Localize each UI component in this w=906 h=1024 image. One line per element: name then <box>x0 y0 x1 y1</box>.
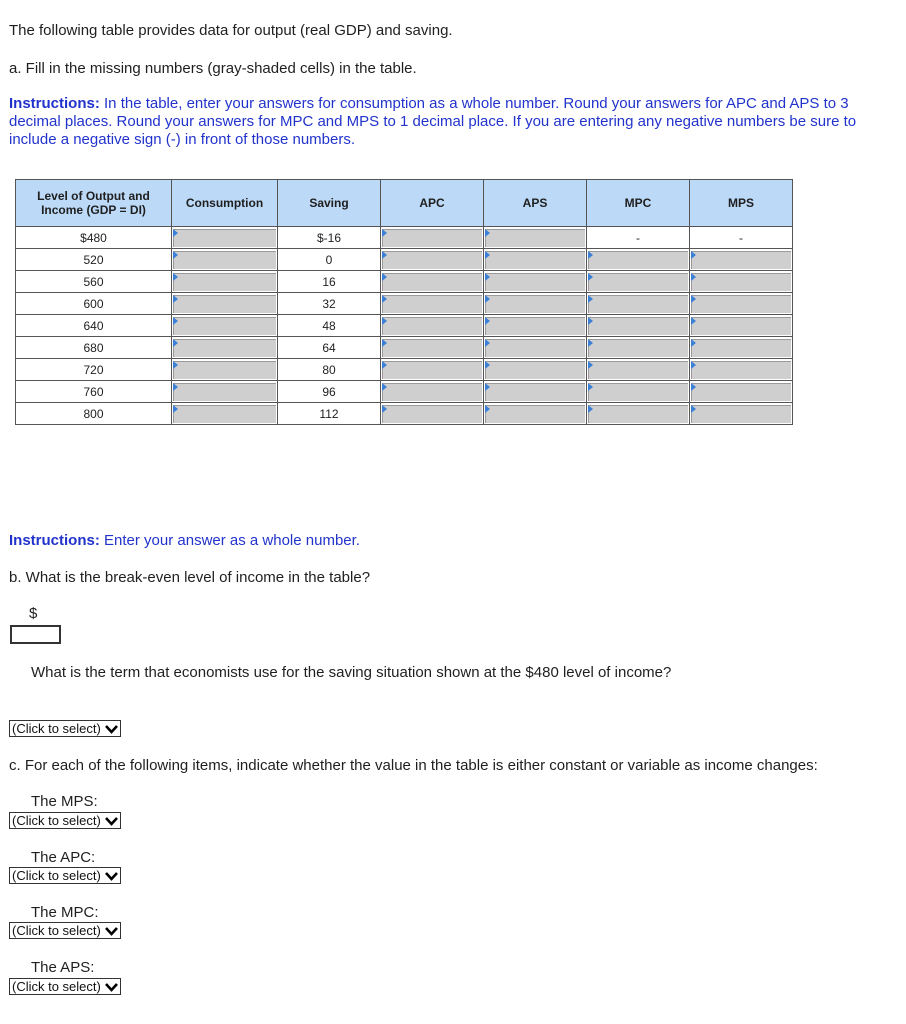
input-marker-icon <box>485 273 490 281</box>
apc-cell[interactable] <box>381 293 484 315</box>
mps-cell-input[interactable] <box>691 383 791 401</box>
saving-cell: 80 <box>278 359 381 381</box>
instructions-label: Instructions: <box>9 95 100 112</box>
input-marker-icon <box>173 229 178 237</box>
instructions-b-body: Enter your answer as a whole number. <box>99 532 360 549</box>
input-marker-icon <box>691 339 696 347</box>
income-cell: 640 <box>16 315 172 337</box>
mpc-cell-input[interactable] <box>588 295 688 313</box>
apc-cell-input[interactable] <box>382 405 482 423</box>
instructions-body: In the table, enter your answers for consumption as a whole number. Round your answers for APC and APS to 3 decimal places. Round your answers for MPC and MPS to 1 decimal place. If you are entering any negative numbers be sure to include a negative sign (-) in front of those numbers. <box>9 95 857 148</box>
input-marker-icon <box>588 295 593 303</box>
income-cell: 520 <box>16 249 172 271</box>
consumption-cell[interactable] <box>172 403 278 425</box>
question-480-text: What is the term that economists use for the saving situation shown at the $480 level of income? <box>31 664 672 681</box>
consumption-cell-input[interactable] <box>173 405 276 423</box>
chevron-down-icon <box>105 981 118 993</box>
mps-cell[interactable] <box>690 381 793 403</box>
input-marker-icon <box>588 251 593 259</box>
apc-cell[interactable] <box>381 249 484 271</box>
aps-cell-input[interactable] <box>485 383 585 401</box>
mpc-cell[interactable] <box>587 359 690 381</box>
saving-cell: 16 <box>278 271 381 293</box>
input-marker-icon <box>382 295 387 303</box>
consumption-cell[interactable] <box>172 227 278 249</box>
consumption-cell-input[interactable] <box>173 361 276 379</box>
consumption-cell[interactable] <box>172 249 278 271</box>
aps-cell[interactable] <box>484 227 587 249</box>
aps-cell[interactable] <box>484 293 587 315</box>
consumption-cell[interactable] <box>172 359 278 381</box>
apc-cell-input[interactable] <box>382 229 482 247</box>
mps-cell-input[interactable] <box>691 317 791 335</box>
mpc-cell-input[interactable] <box>588 273 688 291</box>
header-saving: Saving <box>278 180 381 227</box>
mps-cell-input[interactable] <box>691 295 791 313</box>
input-marker-icon <box>485 251 490 259</box>
consumption-cell-input[interactable] <box>173 251 276 269</box>
mpc-select[interactable] <box>9 922 121 939</box>
aps-cell[interactable] <box>484 403 587 425</box>
mps-cell-input[interactable] <box>691 273 791 291</box>
chevron-down-icon <box>105 870 118 882</box>
consumption-cell[interactable] <box>172 381 278 403</box>
break-even-input[interactable] <box>10 625 61 644</box>
mps-cell: - <box>690 227 793 249</box>
input-marker-icon <box>173 317 178 325</box>
chevron-down-icon <box>105 723 118 735</box>
income-cell: $480 <box>16 227 172 249</box>
mps-select[interactable] <box>9 812 121 829</box>
input-marker-icon <box>382 229 387 237</box>
income-cell: 680 <box>16 337 172 359</box>
consumption-cell-input[interactable] <box>173 229 276 247</box>
input-marker-icon <box>173 273 178 281</box>
consumption-cell-input[interactable] <box>173 295 276 313</box>
gdp-saving-table <box>15 179 793 425</box>
mpc-cell[interactable] <box>587 337 690 359</box>
input-marker-icon <box>485 339 490 347</box>
aps-cell-input[interactable] <box>485 295 585 313</box>
input-marker-icon <box>588 273 593 281</box>
input-marker-icon <box>382 273 387 281</box>
item-mpc-label: The MPC: <box>31 904 99 921</box>
input-marker-icon <box>173 383 178 391</box>
header-apc: APC <box>381 180 484 227</box>
consumption-cell-input[interactable] <box>173 339 276 357</box>
select-value: (Click to select) <box>12 721 101 736</box>
table-row <box>16 227 793 249</box>
item-aps-label: The APS: <box>31 959 95 976</box>
aps-cell[interactable] <box>484 359 587 381</box>
aps-cell-input[interactable] <box>485 273 585 291</box>
input-marker-icon <box>382 405 387 413</box>
mpc-cell[interactable] <box>587 403 690 425</box>
instructions-b-label: Instructions: <box>9 532 100 549</box>
input-marker-icon <box>691 405 696 413</box>
header-mpc: MPC <box>587 180 690 227</box>
apc-cell-input[interactable] <box>382 383 482 401</box>
input-marker-icon <box>382 383 387 391</box>
select-value: (Click to select) <box>12 813 101 828</box>
consumption-cell-input[interactable] <box>173 317 276 335</box>
input-marker-icon <box>588 317 593 325</box>
mpc-cell-input[interactable] <box>588 339 688 357</box>
input-marker-icon <box>485 405 490 413</box>
input-marker-icon <box>382 317 387 325</box>
income-cell: 720 <box>16 359 172 381</box>
input-marker-icon <box>382 251 387 259</box>
consumption-cell[interactable] <box>172 293 278 315</box>
consumption-cell-input[interactable] <box>173 273 276 291</box>
saving-cell: 32 <box>278 293 381 315</box>
input-marker-icon <box>485 317 490 325</box>
part-b-text: b. What is the break-even level of income in the table? <box>9 569 371 586</box>
mps-cell[interactable] <box>690 403 793 425</box>
apc-cell-input[interactable] <box>382 317 482 335</box>
saving-cell: 64 <box>278 337 381 359</box>
mps-cell-input[interactable] <box>691 361 791 379</box>
chevron-down-icon <box>105 925 118 937</box>
mpc-cell-input[interactable] <box>588 405 688 423</box>
aps-cell-input[interactable] <box>485 405 585 423</box>
mpc-cell-input[interactable] <box>588 361 688 379</box>
input-marker-icon <box>588 339 593 347</box>
income-cell: 560 <box>16 271 172 293</box>
part-a-text: a. Fill in the missing numbers (gray-shaded cells) in the table. <box>9 60 417 77</box>
saving-cell: 96 <box>278 381 381 403</box>
saving-cell: $-16 <box>278 227 381 249</box>
select-value: (Click to select) <box>12 923 101 938</box>
income-cell: 800 <box>16 403 172 425</box>
table-row <box>16 315 793 337</box>
select-value: (Click to select) <box>12 868 101 883</box>
term-480-select[interactable] <box>9 720 121 737</box>
input-marker-icon <box>691 383 696 391</box>
apc-cell-input[interactable] <box>382 339 482 357</box>
header-aps: APS <box>484 180 587 227</box>
mps-cell-input[interactable] <box>691 339 791 357</box>
table-row <box>16 271 793 293</box>
instructions-a <box>9 95 893 149</box>
aps-select[interactable] <box>9 978 121 995</box>
mpc-cell[interactable] <box>587 315 690 337</box>
input-marker-icon <box>382 339 387 347</box>
part-c-text: c. For each of the following items, indicate whether the value in the table is either constant or variable as income changes: <box>9 757 818 774</box>
input-marker-icon <box>485 295 490 303</box>
input-marker-icon <box>173 339 178 347</box>
input-marker-icon <box>691 317 696 325</box>
mps-cell[interactable] <box>690 249 793 271</box>
income-cell: 600 <box>16 293 172 315</box>
saving-cell: 0 <box>278 249 381 271</box>
mps-cell[interactable] <box>690 315 793 337</box>
apc-cell[interactable] <box>381 315 484 337</box>
input-marker-icon <box>382 361 387 369</box>
apc-cell[interactable] <box>381 337 484 359</box>
mps-cell[interactable] <box>690 271 793 293</box>
saving-cell: 48 <box>278 315 381 337</box>
header-income: Level of Output and Income (GDP = DI) <box>16 180 172 227</box>
apc-cell-input[interactable] <box>382 251 482 269</box>
select-value: (Click to select) <box>12 979 101 994</box>
apc-cell[interactable] <box>381 271 484 293</box>
mpc-cell[interactable] <box>587 249 690 271</box>
table-row <box>16 249 793 271</box>
mpc-cell-input[interactable] <box>588 251 688 269</box>
table-row <box>16 293 793 315</box>
aps-cell[interactable] <box>484 315 587 337</box>
input-marker-icon <box>173 295 178 303</box>
apc-cell-input[interactable] <box>382 295 482 313</box>
aps-cell[interactable] <box>484 249 587 271</box>
mps-cell[interactable] <box>690 359 793 381</box>
table-row <box>16 359 793 381</box>
aps-cell-input[interactable] <box>485 229 585 247</box>
apc-cell[interactable] <box>381 359 484 381</box>
dollar-sign: $ <box>29 605 38 622</box>
aps-cell-input[interactable] <box>485 317 585 335</box>
mps-cell[interactable] <box>690 293 793 315</box>
input-marker-icon <box>588 383 593 391</box>
mpc-cell-input[interactable] <box>588 317 688 335</box>
item-mps-label: The MPS: <box>31 793 98 810</box>
apc-select[interactable] <box>9 867 121 884</box>
input-marker-icon <box>485 383 490 391</box>
aps-cell[interactable] <box>484 271 587 293</box>
table-row <box>16 337 793 359</box>
input-marker-icon <box>691 251 696 259</box>
input-marker-icon <box>485 229 490 237</box>
mpc-cell: - <box>587 227 690 249</box>
item-apc-label: The APC: <box>31 849 96 866</box>
input-marker-icon <box>173 405 178 413</box>
input-marker-icon <box>691 273 696 281</box>
apc-cell[interactable] <box>381 227 484 249</box>
input-marker-icon <box>588 405 593 413</box>
header-consumption: Consumption <box>172 180 278 227</box>
mps-cell-input[interactable] <box>691 251 791 269</box>
saving-cell: 112 <box>278 403 381 425</box>
mpc-cell-input[interactable] <box>588 383 688 401</box>
mpc-cell[interactable] <box>587 271 690 293</box>
input-marker-icon <box>691 361 696 369</box>
consumption-cell[interactable] <box>172 337 278 359</box>
input-marker-icon <box>173 251 178 259</box>
input-marker-icon <box>691 295 696 303</box>
intro-text: The following table provides data for output (real GDP) and saving. <box>9 22 453 39</box>
apc-cell-input[interactable] <box>382 273 482 291</box>
consumption-cell[interactable] <box>172 315 278 337</box>
apc-cell[interactable] <box>381 381 484 403</box>
mps-cell[interactable] <box>690 337 793 359</box>
consumption-cell[interactable] <box>172 271 278 293</box>
income-cell: 760 <box>16 381 172 403</box>
mps-cell-input[interactable] <box>691 405 791 423</box>
table-row <box>16 381 793 403</box>
header-mps: MPS <box>690 180 793 227</box>
instructions-b <box>9 532 893 550</box>
chevron-down-icon <box>105 815 118 827</box>
apc-cell[interactable] <box>381 403 484 425</box>
input-marker-icon <box>173 361 178 369</box>
aps-cell-input[interactable] <box>485 339 585 357</box>
aps-cell[interactable] <box>484 381 587 403</box>
aps-cell[interactable] <box>484 337 587 359</box>
mpc-cell[interactable] <box>587 293 690 315</box>
aps-cell-input[interactable] <box>485 251 585 269</box>
consumption-cell-input[interactable] <box>173 383 276 401</box>
mpc-cell[interactable] <box>587 381 690 403</box>
table-row <box>16 403 793 425</box>
input-marker-icon <box>485 361 490 369</box>
apc-cell-input[interactable] <box>382 361 482 379</box>
input-marker-icon <box>588 361 593 369</box>
aps-cell-input[interactable] <box>485 361 585 379</box>
